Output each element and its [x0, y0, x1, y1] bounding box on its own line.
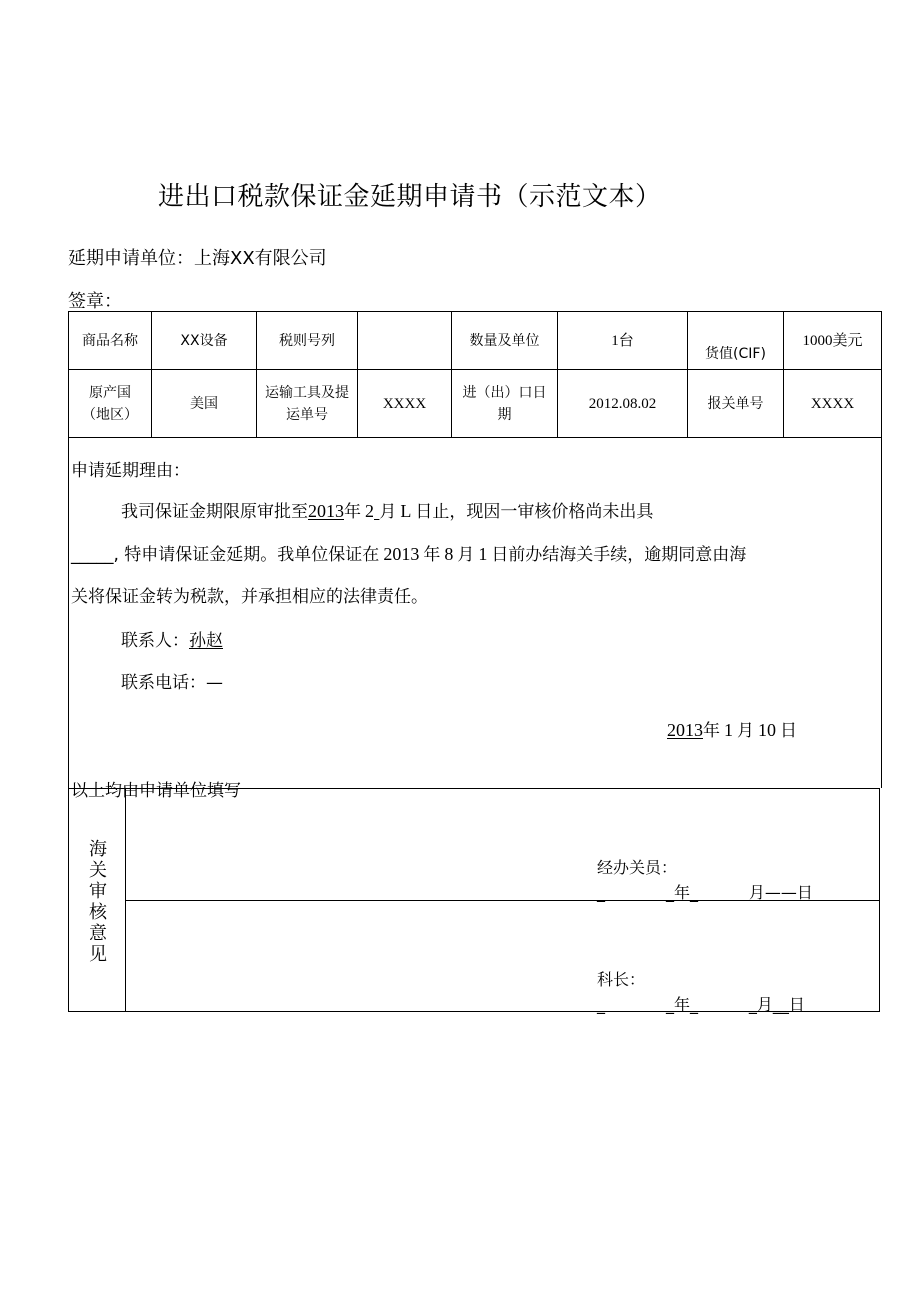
- chief-label: 科长：: [597, 970, 646, 989]
- reason-text: 日止，现因一审核价格尚未出具: [415, 502, 654, 522]
- reason-line-2: [71, 540, 746, 565]
- vertical-label: [87, 839, 109, 965]
- transport-label: [257, 370, 358, 438]
- customs-review-label: [69, 789, 126, 1011]
- application-year: 2013: [667, 720, 703, 740]
- phone-value: —: [206, 673, 223, 693]
- vertical-label-char: 海: [89, 839, 107, 860]
- origin-label-line2: （地区）: [82, 406, 138, 423]
- vertical-label-char: 关: [89, 860, 107, 881]
- goods-name-value: XX设备: [152, 312, 257, 370]
- date-text: 年: [703, 721, 720, 741]
- document-title: 进出口税款保证金延期申请书（示范文本）: [158, 182, 662, 212]
- origin-value: 美国: [152, 370, 257, 438]
- transport-value: XXXX: [358, 370, 452, 438]
- application-date: [667, 716, 797, 741]
- declaration-number-label: 报关单号: [688, 370, 784, 438]
- reason-text: 日前办结海关手续，逾期同意由海: [491, 545, 747, 565]
- date-text: 日: [780, 721, 797, 741]
- origin-label: [69, 370, 152, 438]
- application-day: 10: [758, 720, 776, 740]
- officer-label: 经办关员：: [597, 858, 678, 877]
- vertical-label-char: 意: [89, 923, 107, 944]
- customs-review-section: [68, 788, 880, 1012]
- transport-label-line1: 运输工具及提: [265, 384, 349, 401]
- phone-line: [121, 668, 223, 693]
- quantity-label: 数量及单位: [452, 312, 558, 370]
- deadline-day: 1: [478, 544, 488, 564]
- approved-day: L: [400, 501, 412, 521]
- application-month: 1: [724, 720, 733, 740]
- approved-month: 2: [365, 501, 374, 521]
- reason-text: 年: [344, 502, 361, 522]
- officer-date: _ _年_ 月——日: [597, 883, 813, 902]
- footnote: 以上均由申请单位填写: [71, 781, 241, 801]
- reason-text: , 特申请保证金延期。我单位保证在: [113, 545, 380, 565]
- declaration-number-value: XXXX: [784, 370, 882, 438]
- date-text: 月: [737, 721, 754, 741]
- reason-text: 我司保证金期限原审批至: [121, 502, 308, 522]
- date-label-line2: 期: [497, 406, 512, 423]
- tariff-number-value: [358, 312, 452, 370]
- contact-value: 孙赵: [189, 631, 223, 651]
- goods-info-table: [68, 311, 882, 438]
- seal-label: 签章：: [68, 291, 122, 312]
- reason-text: 月: [457, 545, 475, 565]
- import-export-date-value: 2012.08.02: [558, 370, 688, 438]
- deadline-year: 2013: [383, 544, 420, 564]
- deadline-month: 8: [444, 544, 454, 564]
- vertical-label-char: 审: [89, 881, 107, 902]
- transport-label-line2: 运单号: [286, 406, 328, 423]
- import-export-date-label: [452, 370, 558, 438]
- reason-heading: 申请延期理由：: [71, 461, 190, 481]
- reason-line-3: 关将保证金转为税款，并承担相应的法律责任。: [71, 587, 428, 607]
- phone-label: 联系电话：: [121, 673, 206, 693]
- contact-label: 联系人：: [121, 631, 189, 651]
- vertical-label-char: 见: [89, 944, 107, 965]
- date-label-line1: 进（出）口日: [462, 384, 547, 401]
- approved-year: 2013: [308, 501, 344, 521]
- tariff-number-label: 税则号列: [257, 312, 358, 370]
- reason-text: 月: [379, 502, 397, 522]
- origin-label-line1: 原产国: [89, 384, 131, 401]
- table-row: [69, 312, 882, 370]
- quantity-value: 1台: [558, 312, 688, 370]
- applicant-line: 延期申请单位：上海XX有限公司: [68, 248, 327, 269]
- vertical-label-char: 核: [89, 902, 107, 923]
- goods-name-label: 商品名称: [69, 312, 152, 370]
- reason-text: 年: [423, 545, 441, 565]
- goods-value-value: 1000美元: [784, 312, 882, 370]
- table-row: [69, 370, 882, 438]
- reason-line-1: [121, 497, 653, 522]
- chief-date: _ _年_ _月__日: [597, 995, 805, 1014]
- reason-blank: _____: [71, 545, 114, 565]
- goods-value-label: 货值(CIF): [688, 312, 784, 370]
- reason-section: [68, 436, 882, 801]
- contact-line: [121, 626, 223, 651]
